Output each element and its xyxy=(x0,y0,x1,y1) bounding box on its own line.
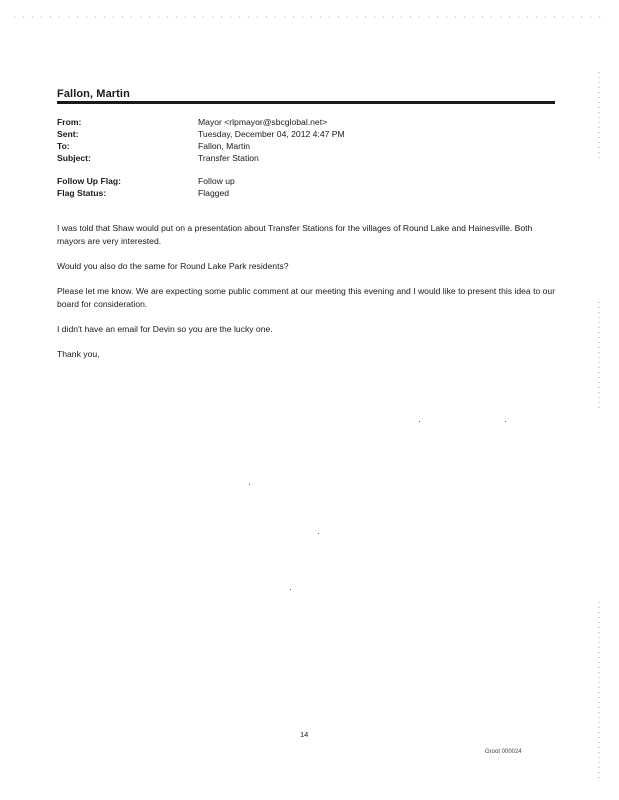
body-paragraph: I didn't have an email for Devin so you are the lucky one. xyxy=(57,324,273,334)
bates-number: Groot 000024 xyxy=(485,749,522,755)
body-paragraph: Please let me know. We are expecting some public comment at our meeting this evening and I would like to present this idea to our board for consideration. xyxy=(57,286,556,309)
scan-speck xyxy=(249,484,250,485)
scan-noise-edge xyxy=(598,70,600,160)
header-value: Transfer Station xyxy=(198,153,259,163)
page-number: 14 xyxy=(300,730,309,739)
body-signoff: Thank you, xyxy=(57,349,100,359)
header-row-subject xyxy=(57,152,557,164)
header-row-sent xyxy=(57,128,557,140)
header-label: Subject: xyxy=(57,153,91,163)
scan-speck xyxy=(419,421,420,422)
header-value: Mayor <rlpmayor@sbcglobal.net> xyxy=(198,117,328,127)
flag-value: Flagged xyxy=(198,188,230,198)
header-label: Sent: xyxy=(57,129,79,139)
flag-label: Follow Up Flag: xyxy=(57,176,121,186)
scan-noise-edge xyxy=(598,300,600,410)
header-label: To: xyxy=(57,141,70,151)
header-value: Fallon, Martin xyxy=(198,141,251,151)
header-label: From: xyxy=(57,117,82,127)
header-row-to xyxy=(57,140,557,152)
scan-speck xyxy=(318,533,319,534)
header-row-from xyxy=(57,116,557,128)
flag-row-status xyxy=(57,187,557,199)
body-paragraph: Would you also do the same for Round Lake Park residents? xyxy=(57,261,289,271)
body-paragraph: I was told that Shaw would put on a presentation about Transfer Stations for the villages of Round Lake and Hainesville. Both mayors are very interested. xyxy=(57,223,533,246)
scan-noise-edge xyxy=(598,600,600,780)
header-value: Tuesday, December 04, 2012 4:47 PM xyxy=(198,129,345,139)
flag-label: Flag Status: xyxy=(57,188,107,198)
header-rule xyxy=(57,101,555,104)
flag-row-follow-up xyxy=(57,175,557,187)
scan-speck xyxy=(505,421,506,422)
scan-speck xyxy=(290,589,291,590)
scan-noise-top xyxy=(10,14,608,20)
sender-name: Fallon, Martin xyxy=(57,88,130,100)
flag-value: Follow up xyxy=(198,176,235,186)
